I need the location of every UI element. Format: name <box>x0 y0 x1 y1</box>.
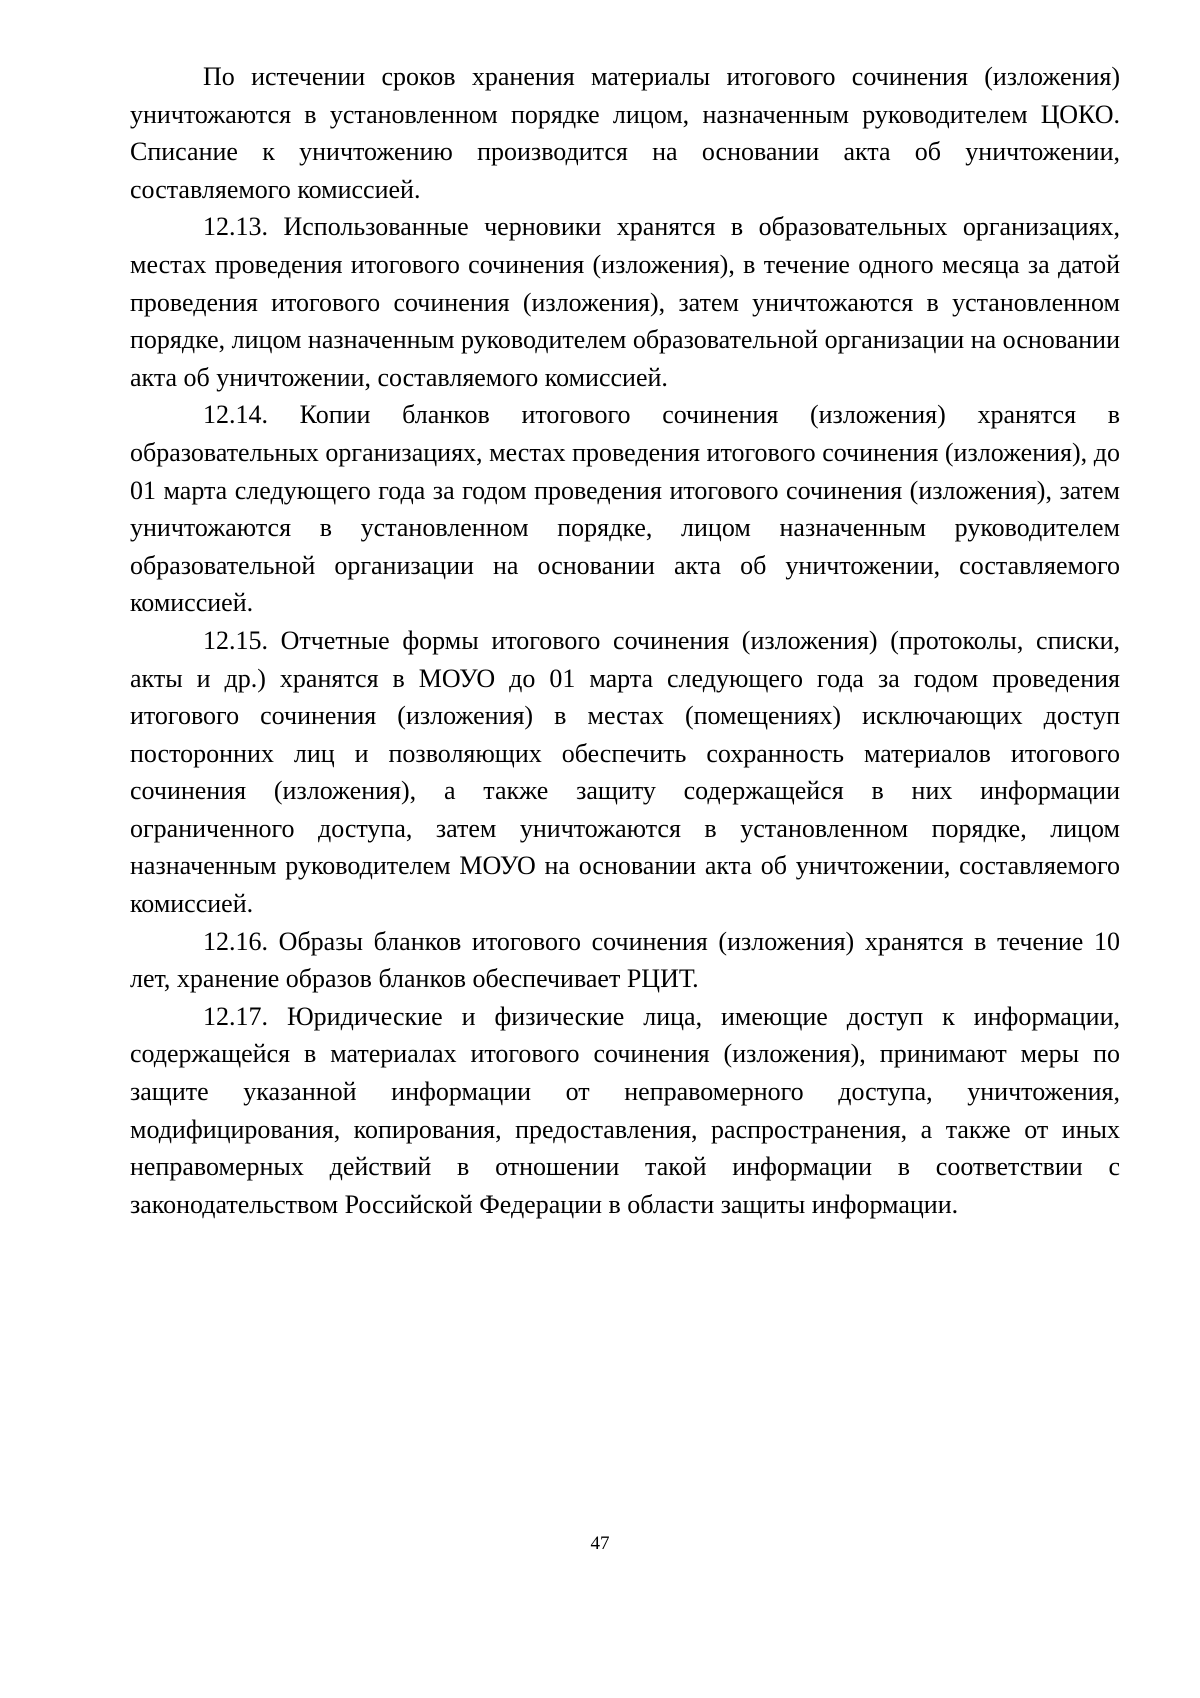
paragraph-storage-expiry: По истечении сроков хранения материалы итогового сочинения (изложения) уничтожаются в установленном порядке лицом, назначенным руководителем ЦОКО. Списание к уничтожению производится на основании акта об уничтожении, составляемого комиссией. <box>130 62 1120 204</box>
paragraph-12-14-form-copies: 12.14. Копии бланков итогового сочинения (изложения) хранятся в образовательных организациях, местах проведения итогового сочинения (изложения), до 01 марта следующего года за годом проведения итогового сочинения (изложения), затем уничтожаются в установленном порядке, лицом назначенным руководителем образовательной организации на основании акта об уничтожении, составляемого комиссией. <box>130 400 1120 618</box>
paragraph-12-16-form-images: 12.16. Образы бланков итогового сочинения (изложения) хранятся в течение 10 лет, хранение образов бланков обеспечивает РЦИТ. <box>130 926 1120 994</box>
page-number: 47 <box>590 1533 610 1554</box>
paragraph-12-15-report-forms: 12.15. Отчетные формы итогового сочинения (изложения) (протоколы, списки, акты и др.) хранятся в МОУО до 01 марта следующего года за годом проведения итогового сочинения (изложения) в местах (помещениях) исключающих доступ посторонних лиц и позволяющих обеспечить сохранность материалов итогового сочинения (изложения), а также защиту содержащейся в них информации ограниченного доступа, затем уничтожаются в установленном порядке, лицом назначенным руководителем МОУО на основании акта об уничтожении, составляемого комиссией. <box>130 625 1120 919</box>
paragraph-12-13-drafts: 12.13. Использованные черновики хранятся в образовательных организациях, местах проведения итогового сочинения (изложения), в течение одного месяца за датой проведения итогового сочинения (изложения), затем уничтожаются в установленном порядке, лицом назначенным руководителем образовательной организации на основании акта об уничтожении, составляемого комиссией. <box>130 212 1120 392</box>
paragraph-12-17-information-protection: 12.17. Юридические и физические лица, имеющие доступ к информации, содержащейся в материалах итогового сочинения (изложения), принимают меры по защите указанной информации от неправомерного доступа, уничтожения, модифицирования, копирования, предоставления, распространения, а также от иных неправомерных действий в отношении такой информации в соответствии с законодательством Российской Федерации в области защиты информации. <box>130 1001 1120 1219</box>
document-body <box>130 58 1120 1223</box>
